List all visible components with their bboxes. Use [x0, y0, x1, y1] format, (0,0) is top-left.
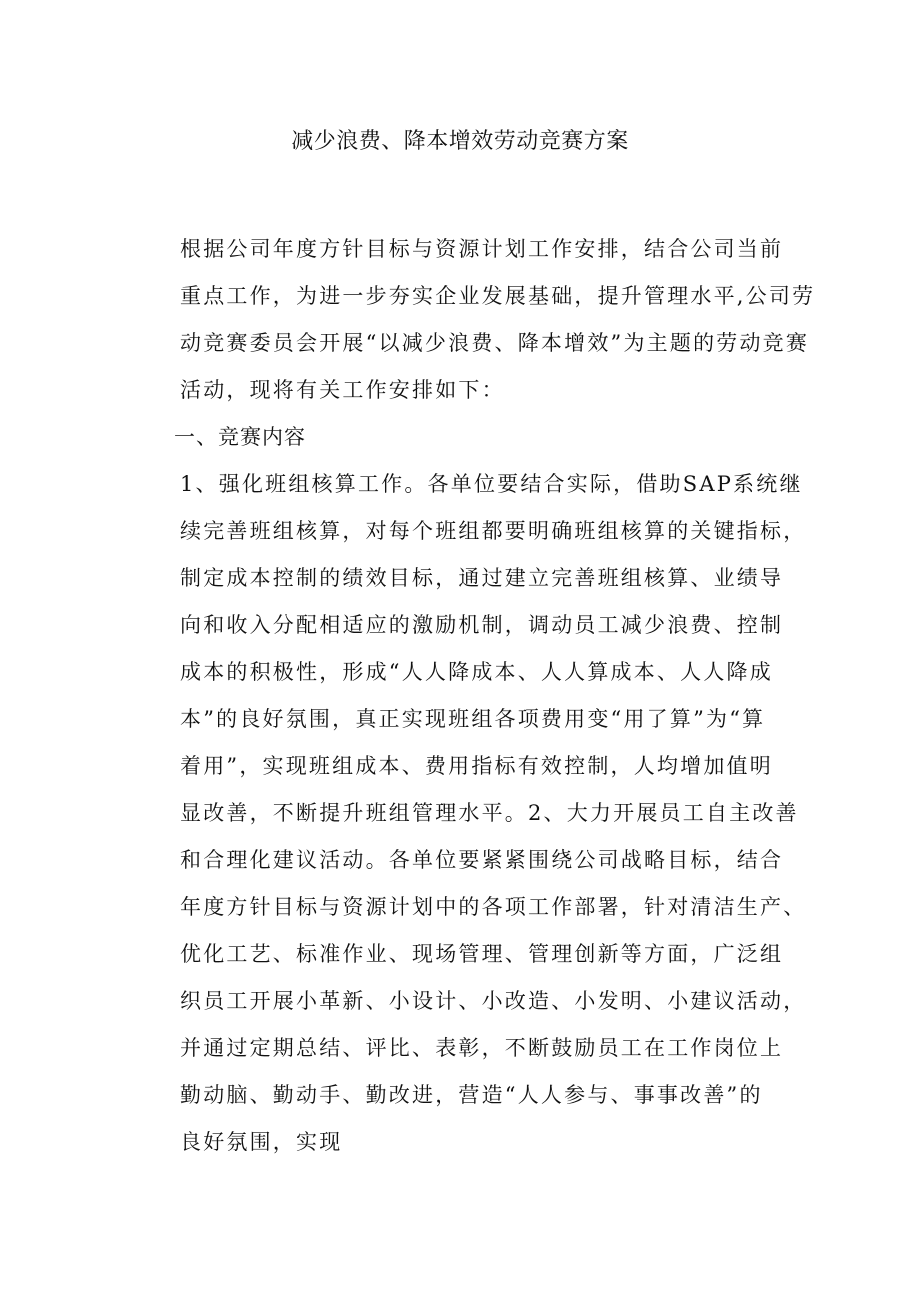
body-line: 制定成本控制的绩效目标，通过建立完善班组核算、业绩导 — [180, 566, 784, 590]
body-line: 织员工开展小革新、小设计、小改造、小发明、小建议活动， — [180, 989, 807, 1013]
document-title: 减少浪费、降本增效劳动竞赛方案 — [291, 129, 629, 154]
body-line: 和合理化建议活动。各单位要紧紧围绕公司战略目标，结合 — [180, 848, 784, 872]
body-line: 显改善，不断提升班组管理水平。2、大力开展员工自主改善 — [180, 801, 799, 825]
intro-line-1: 根据公司年度方针目标与资源计划工作安排，结合公司当前 — [180, 237, 784, 261]
body-line: 良好氛围，实现 — [180, 1130, 343, 1154]
section-heading-content: 一、竞赛内容 — [174, 425, 306, 449]
body-line: 优化工艺、标准作业、现场管理、管理创新等方面，广泛组 — [180, 942, 784, 966]
body-line: 着用”，实现班组成本、费用指标有效控制，人均增加值明 — [180, 754, 773, 778]
body-line: 年度方针目标与资源计划中的各项工作部署，针对清洁生产、 — [180, 895, 807, 919]
document-body — [174, 226, 820, 1166]
body-line: 并通过定期总结、评比、表彰，不断鼓励员工在工作岗位上 — [180, 1036, 784, 1060]
body-line: 本”的良好氛围，真正实现班组各项费用变“用了算”为“算 — [180, 707, 766, 731]
body-line: 成本的积极性，形成“人人降成本、人人算成本、人人降成 — [180, 660, 773, 684]
body-line: 1、强化班组核算工作。各单位要结合实际，借助SAP系统继 — [180, 472, 803, 496]
body-line: 勤动脑、勤动手、勤改进，营造“人人参与、事事改善”的 — [180, 1083, 763, 1107]
intro-line-2: 重点工作，为进一步夯实企业发展基础，提升管理水平,公司劳 — [180, 284, 816, 308]
body-line: 续完善班组核算，对每个班组都要明确班组核算的关键指标， — [180, 519, 807, 543]
intro-line-4: 活动，现将有关工作安排如下： — [180, 378, 505, 402]
body-line: 向和收入分配相适应的激励机制，调动员工减少浪费、控制 — [180, 613, 784, 637]
intro-line-3: 动竞赛委员会开展“以减少浪费、降本增效”为主题的劳动竞赛 — [180, 331, 810, 355]
